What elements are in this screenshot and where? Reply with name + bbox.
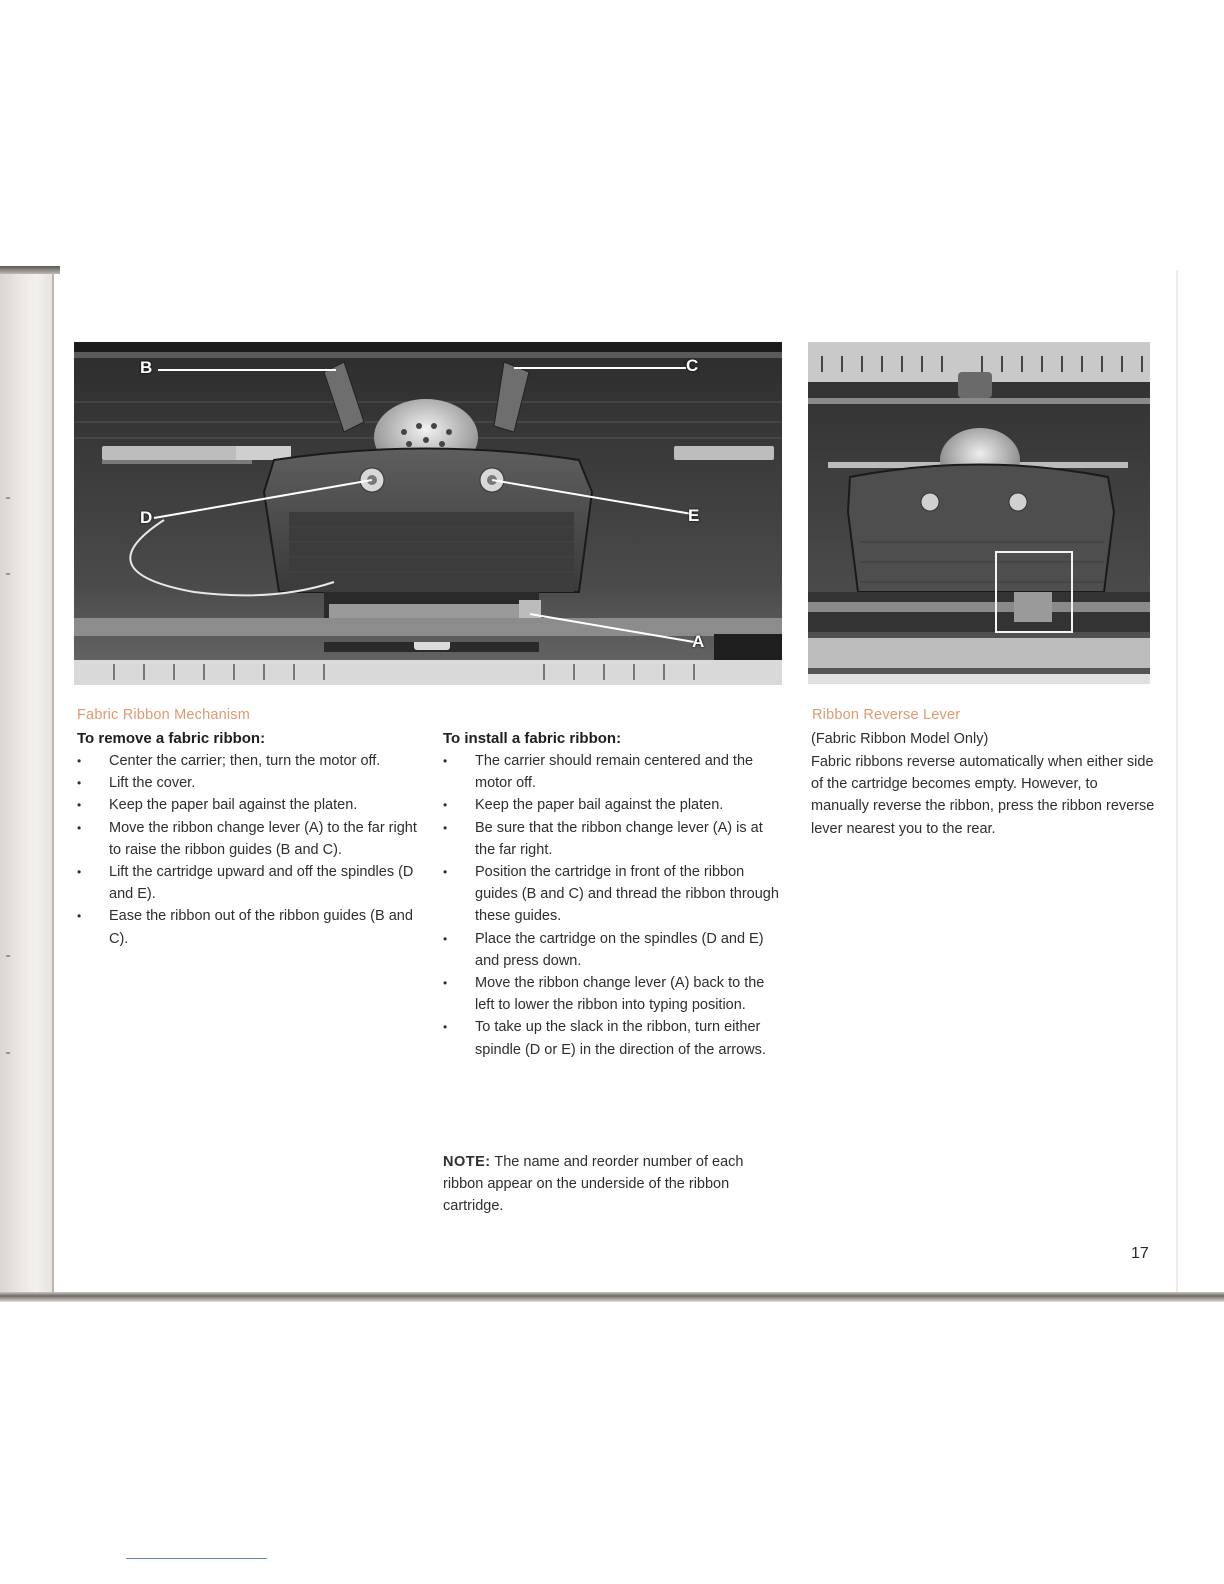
- bullet: •: [77, 820, 82, 835]
- bullet: •: [443, 798, 448, 813]
- remove-ribbon-subheading: To remove a fabric ribbon:: [77, 730, 266, 747]
- footer-rule: [126, 1558, 267, 1559]
- list-item: • Lift the cartridge upward and off the spindles (D and E).: [75, 861, 420, 905]
- bullet: •: [443, 976, 448, 991]
- margin-tick: [6, 1052, 10, 1054]
- ribbon-reverse-lever-heading: Ribbon Reverse Lever: [812, 707, 961, 723]
- note-label: NOTE:: [443, 1154, 491, 1170]
- callout-c: C: [686, 356, 699, 375]
- bullet: •: [443, 1020, 448, 1035]
- bottom-edge-shadow: [0, 1292, 1224, 1302]
- list-item: • Lift the cover.: [75, 772, 420, 794]
- margin-tick: [6, 573, 10, 575]
- ribbon-reverse-lever-photo: [808, 342, 1150, 684]
- callout-a: A: [692, 632, 705, 651]
- ribbon-reverse-subtitle: (Fabric Ribbon Model Only): [811, 731, 989, 747]
- bullet: •: [443, 820, 448, 835]
- binding-edge: [52, 270, 54, 1296]
- note-text: The name and reorder number of each ribbon appear on the underside of the ribbon cartridge.: [443, 1154, 744, 1215]
- note-paragraph: [443, 1151, 778, 1218]
- ribbon-mechanism-illustration: [74, 342, 782, 685]
- bullet: •: [77, 909, 82, 924]
- binding-strip: [0, 270, 52, 1296]
- list-item: • Keep the paper bail against the platen.: [441, 794, 786, 816]
- list-item: • Position the cartridge in front of the ribbon guides (B and C) and thread the ribbon through these guides.: [441, 861, 786, 928]
- callout-e: E: [688, 506, 700, 525]
- list-item: • The carrier should remain centered and the motor off.: [441, 750, 786, 794]
- ribbon-mechanism-photo: [74, 342, 782, 685]
- bullet: •: [77, 776, 82, 791]
- list-item: • Place the cartridge on the spindles (D and E) and press down.: [441, 928, 786, 972]
- list-item: • Keep the paper bail against the platen.: [75, 794, 420, 816]
- list-item: • To take up the slack in the ribbon, turn either spindle (D or E) in the direction of the arrows.: [441, 1016, 786, 1060]
- bullet: •: [443, 931, 448, 946]
- list-item: • Be sure that the ribbon change lever (A) is at the far right.: [441, 817, 786, 861]
- right-page-edge: [1176, 270, 1178, 1294]
- ribbon-reverse-illustration: [808, 342, 1150, 684]
- bullet: •: [443, 754, 448, 768]
- install-ribbon-steps: [441, 750, 786, 1061]
- list-item: • Center the carrier; then, turn the motor off.: [75, 750, 420, 772]
- fabric-ribbon-mechanism-heading: Fabric Ribbon Mechanism: [77, 707, 251, 723]
- callout-d: D: [140, 508, 153, 527]
- bullet: •: [443, 865, 448, 880]
- bullet: •: [77, 865, 82, 880]
- list-item: • Ease the ribbon out of the ribbon guides (B and C).: [75, 905, 420, 949]
- list-item: • Move the ribbon change lever (A) back to the left to lower the ribbon into typing position.: [441, 972, 786, 1016]
- page-number: 17: [1131, 1245, 1149, 1262]
- install-ribbon-subheading: To install a fabric ribbon:: [443, 730, 622, 747]
- margin-tick: [6, 497, 10, 499]
- top-edge-shadow: [0, 266, 60, 274]
- callout-b: B: [140, 358, 153, 377]
- bullet: •: [77, 798, 82, 813]
- remove-ribbon-steps: [75, 750, 420, 950]
- ribbon-reverse-body: Fabric ribbons reverse automatically when either side of the cartridge becomes empty. However, to manually reverse the ribbon, press the ribbon reverse lever nearest you to the rear.: [811, 754, 1155, 837]
- list-item: • Move the ribbon change lever (A) to the far right to raise the ribbon guides (B and C).: [75, 817, 420, 861]
- margin-tick: [6, 955, 10, 957]
- bullet: •: [77, 754, 82, 768]
